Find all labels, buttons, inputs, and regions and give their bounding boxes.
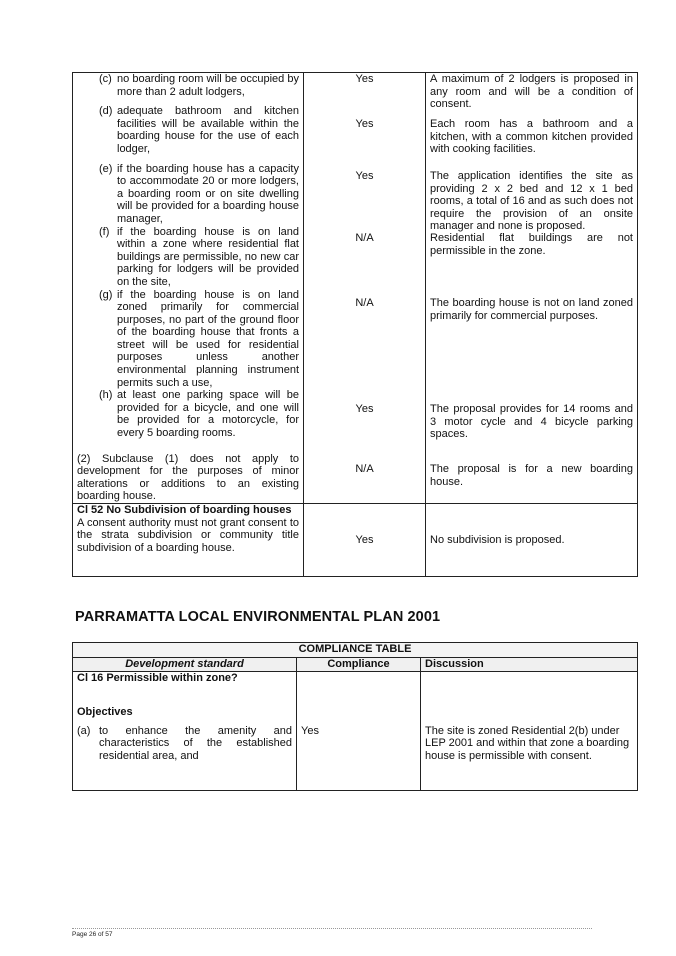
discussion-text: The application identifies the site as providing 2 x 2 bed and 12 x 1 bed rooms, a total of 16 and as such does not require the provision of an onsite manager and none is proposed.	[430, 170, 633, 233]
section-heading: PARRAMATTA LOCAL ENVIRONMENTAL PLAN 2001	[75, 609, 441, 625]
discussion-text: A maximum of 2 lodgers is proposed in any room and will be a condition of consent.	[430, 73, 633, 111]
objectives-label: Objectives	[77, 706, 133, 719]
subclause-text: (2) Subclause (1) does not apply to development for the purposes of minor alterations or additions to an existing boarding house.	[77, 452, 299, 503]
list-item: (g) if the boarding house is on land zoned primarily for commercial purposes, no part of the ground floor of the boarding house that fronts a street will be used for residential purposes unless another environmental planning instrument permits such a use,	[99, 288, 299, 389]
clause-heading: Cl 52 No Subdivision of boarding houses	[77, 504, 292, 516]
clause-text: A consent authority must not grant consent to the strata subdivision or community title subdivision of a boarding house.	[77, 516, 299, 554]
compliance-value: Yes	[355, 403, 374, 415]
discussion-text: The proposal provides for 14 rooms and 3 motor cycle and 4 bicycle parking spaces.	[430, 403, 633, 441]
compliance-value: Yes	[355, 73, 374, 85]
discussion-text: No subdivision is proposed.	[426, 504, 638, 577]
sepp-compliance-table	[72, 72, 638, 577]
compliance-cell	[297, 671, 421, 790]
compliance-value: Yes	[355, 170, 374, 182]
list-item: (e) if the boarding house has a capacity to accommodate 20 or more lodgers, a boarding room or on site dwelling will be provided for a boarding house manager,	[99, 162, 299, 225]
compliance-value: N/A	[355, 463, 374, 475]
compliance-value: Yes	[355, 118, 374, 130]
column-header: Discussion	[421, 658, 638, 672]
table-row	[73, 671, 638, 790]
compliance-value: N/A	[355, 297, 374, 309]
list-item: (f) if the boarding house is on land within a zone where residential flat buildings are permissible, no new car parking for lodgers will be provided on the site,	[99, 225, 299, 288]
column-header: Compliance	[297, 658, 421, 672]
table-title: COMPLIANCE TABLE	[73, 643, 638, 658]
lep-compliance-table	[72, 642, 638, 791]
clause-heading: Cl 16 Permissible within zone?	[77, 671, 238, 684]
column-header: Development standard	[73, 658, 297, 672]
standard-cell	[73, 73, 304, 504]
list-item: (c) no boarding room will be occupied by more than 2 adult lodgers,	[99, 73, 299, 98]
discussion-cell	[426, 73, 638, 504]
discussion-text: The site is zoned Residential 2(b) under LEP 2001 and within that zone a boarding house is permissible with consent.	[425, 724, 630, 762]
footer-divider	[72, 928, 592, 929]
compliance-value: Yes	[301, 724, 319, 737]
discussion-text: Each room has a bathroom and a kitchen, with a common kitchen provided with cooking facilities.	[430, 118, 633, 156]
discussion-text: Residential flat buildings are not permissible in the zone.	[430, 232, 633, 257]
discussion-text: The proposal is for a new boarding house.	[430, 463, 633, 488]
table-row	[73, 504, 638, 577]
compliance-value: N/A	[355, 232, 374, 244]
table-row	[73, 73, 638, 504]
list-item: (d) adequate bathroom and kitchen facilities will be available within the boarding house for the use of each lodger,	[99, 105, 299, 155]
list-item: (a) to enhance the amenity and characteristics of the established residential area, and	[77, 724, 292, 762]
standard-cell	[73, 504, 304, 577]
compliance-value: Yes	[304, 504, 426, 577]
discussion-cell	[421, 671, 638, 790]
compliance-cell	[304, 73, 426, 504]
table-header-row	[73, 658, 638, 672]
standard-cell	[73, 671, 297, 790]
discussion-text: The boarding house is not on land zoned primarily for commercial purposes.	[430, 297, 633, 322]
page-number: Page 26 of 57	[72, 931, 113, 938]
list-item: (h) at least one parking space will be provided for a bicycle, and one will be provided for a motorcycle, for every 5 boarding rooms.	[99, 389, 299, 440]
